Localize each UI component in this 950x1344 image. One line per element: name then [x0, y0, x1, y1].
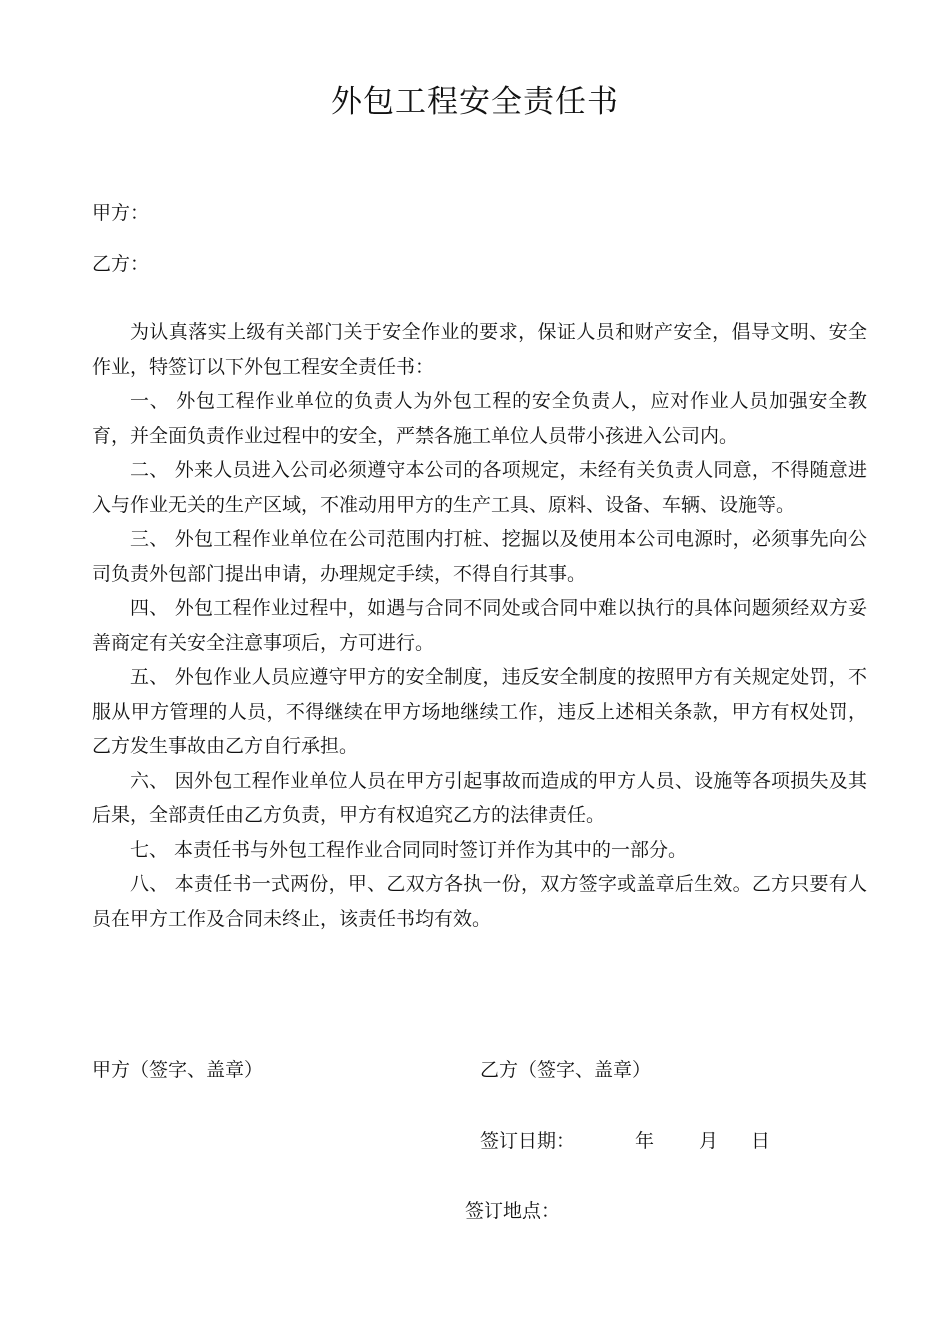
signing-date-month: 月	[699, 1130, 719, 1152]
signing-date-year: 年	[635, 1130, 655, 1152]
document-title: 外包工程安全责任书	[331, 84, 619, 120]
clause-4: 四、 外包工程作业过程中，如遇与合同不同处或合同中难以执行的具体问题须经双方妥善商定有关安全注意事项后，方可进行。	[92, 597, 867, 654]
party-b-signature: 乙方（签字、盖章）	[480, 1059, 652, 1081]
party-a-signature: 甲方（签字、盖章）	[92, 1059, 264, 1081]
clause-6: 六、 因外包工程作业单位人员在甲方引起事故而造成的甲方人员、设施等各项损失及其后果，全部责任由乙方负责，甲方有权追究乙方的法律责任。	[92, 769, 867, 826]
clause-8: 八、 本责任书一式两份，甲、乙双方各执一份，双方签字或盖章后生效。乙方只要有人员在甲方工作及合同未终止，该责任书均有效。	[92, 873, 867, 930]
document-body	[92, 315, 867, 936]
intro-paragraph: 为认真落实上级有关部门关于安全作业的要求，保证人员和财产安全，倡导文明、安全作业，特签订以下外包工程安全责任书：	[92, 321, 867, 378]
clause-2: 二、 外来人员进入公司必须遵守本公司的各项规定，未经有关负责人同意，不得随意进入与作业无关的生产区域，不准动用甲方的生产工具、原料、设备、车辆、设施等。	[92, 459, 867, 516]
signing-place-label: 签订地点：	[465, 1200, 561, 1222]
clause-5: 五、 外包作业人员应遵守甲方的安全制度，违反安全制度的按照甲方有关规定处罚，不服从甲方管理的人员，不得继续在甲方场地继续工作，违反上述相关条款，甲方有权处罚，乙方发生事故由乙方自行承担。	[92, 666, 867, 757]
signing-date-label: 签订日期：	[480, 1130, 576, 1152]
party-a-label: 甲方：	[92, 202, 150, 224]
signing-date	[480, 1128, 770, 1154]
clause-3: 三、 外包工程作业单位在公司范围内打桩、挖掘以及使用本公司电源时，必须事先向公司负责外包部门提出申请，办理规定手续，不得自行其事。	[92, 528, 867, 585]
party-b-label: 乙方：	[92, 253, 150, 275]
clause-7: 七、 本责任书与外包工程作业合同同时签订并作为其中的一部分。	[130, 838, 688, 861]
clause-1: 一、 外包工程作业单位的负责人为外包工程的安全负责人，应对作业人员加强安全教育，并全面负责作业过程中的安全，严禁各施工单位人员带小孩进入公司内。	[92, 390, 867, 447]
signing-date-day: 日	[751, 1130, 771, 1152]
